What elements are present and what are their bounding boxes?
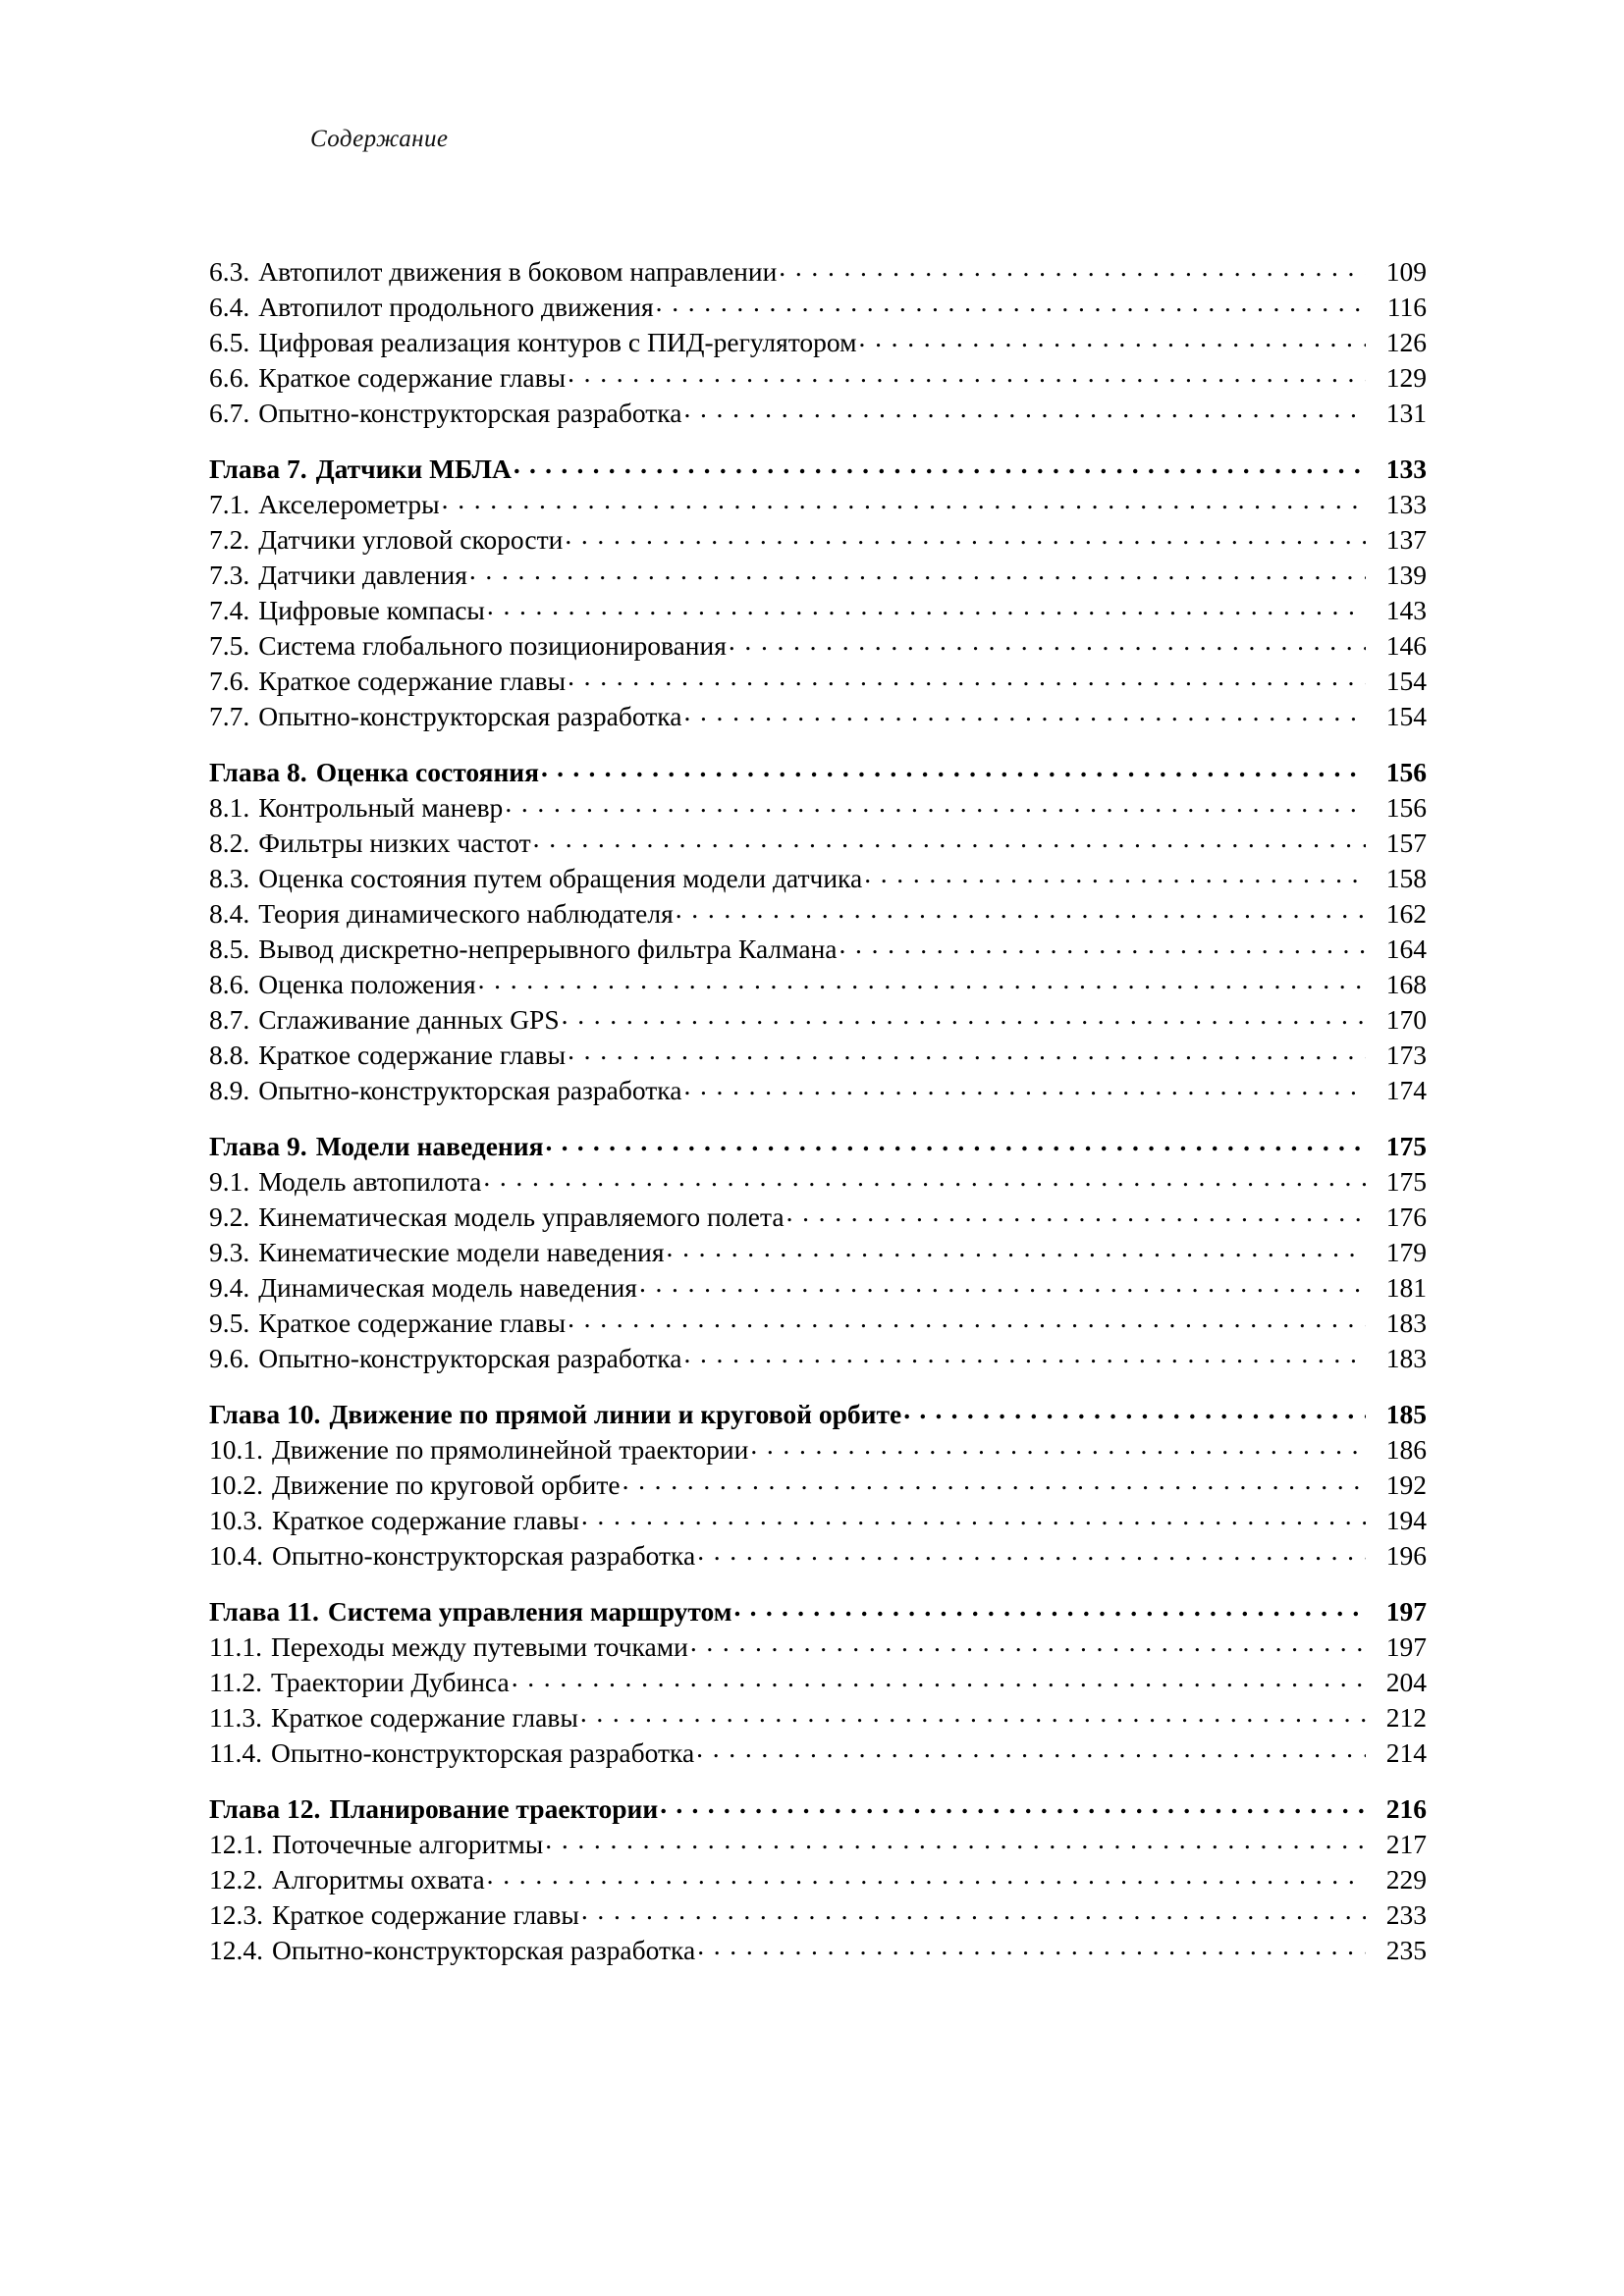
toc-entry-title: Теория динамического наблюдателя — [258, 897, 674, 929]
toc-section-entry[interactable] — [209, 789, 1427, 825]
toc-entry-page-number: 137 — [1385, 523, 1427, 555]
toc-entry-number: 7.4. — [209, 594, 250, 625]
toc-dot-leader — [779, 253, 1366, 281]
toc-entry-page-number: 216 — [1385, 1792, 1427, 1824]
toc-entry-title: Краткое содержание главы — [258, 1307, 567, 1338]
toc-dot-leader — [487, 1861, 1366, 1889]
toc-entry-number: 12.3. — [209, 1898, 263, 1930]
toc-entry-number: Глава 11. — [209, 1595, 319, 1627]
toc-entry-page-number: 179 — [1385, 1236, 1427, 1267]
toc-entry-page-number: 162 — [1385, 897, 1427, 929]
toc-entry-page-number: 175 — [1385, 1165, 1427, 1197]
toc-entry-number: 11.3. — [209, 1701, 262, 1733]
toc-entry-title: Оценка состояния — [315, 756, 540, 787]
toc-entry-page-number: 126 — [1385, 326, 1427, 357]
toc-dot-leader — [562, 1001, 1366, 1029]
toc-section-entry[interactable] — [209, 1735, 1427, 1770]
toc-entry-title: Движение по круговой орбите — [272, 1468, 621, 1500]
toc-entry-title: Опытно-конструкторская разработка — [272, 1934, 696, 1965]
toc-entry-page-number: 154 — [1385, 700, 1427, 731]
toc-section-entry[interactable] — [209, 1431, 1427, 1467]
toc-dot-leader — [683, 1340, 1366, 1367]
toc-section-entry[interactable] — [209, 1861, 1427, 1896]
toc-entry-number: 9.5. — [209, 1307, 250, 1338]
toc-dot-leader — [469, 557, 1366, 584]
toc-section-entry[interactable] — [209, 931, 1427, 966]
toc-section-entry[interactable] — [209, 1699, 1427, 1735]
toc-section-entry[interactable] — [209, 521, 1427, 557]
toc-entry-page-number: 133 — [1385, 453, 1427, 484]
toc-entry-title: Автопилот движения в боковом направлении — [258, 255, 778, 287]
toc-dot-leader — [729, 627, 1366, 655]
toc-entry-number: 7.1. — [209, 488, 250, 519]
toc-section-entry[interactable] — [209, 627, 1427, 663]
toc-dot-leader — [580, 1699, 1366, 1727]
toc-entry-page-number: 109 — [1385, 255, 1427, 287]
toc-entry-title: Алгоритмы охвата — [272, 1863, 485, 1895]
toc-entry-number: 8.4. — [209, 897, 250, 929]
toc-section-entry[interactable] — [209, 663, 1427, 698]
toc-entry-page-number: 235 — [1385, 1934, 1427, 1965]
toc-entry-title: Опытно-конструкторская разработка — [258, 1074, 682, 1105]
toc-section-entry[interactable] — [209, 1896, 1427, 1932]
toc-entry-number: 6.3. — [209, 255, 250, 287]
toc-dot-leader — [676, 895, 1366, 923]
toc-entry-number: 7.5. — [209, 629, 250, 661]
toc-entry-title: Автопилот продольного движения — [258, 291, 654, 322]
toc-chapter-entry[interactable] — [209, 1396, 1427, 1431]
toc-entry-page-number: 204 — [1385, 1666, 1427, 1697]
toc-entry-title: Кинематические модели наведения — [258, 1236, 665, 1267]
toc-section-entry[interactable] — [209, 1340, 1427, 1375]
toc-section-entry[interactable] — [209, 1467, 1427, 1502]
toc-entry-page-number: 173 — [1385, 1039, 1427, 1070]
toc-section-entry[interactable] — [209, 1001, 1427, 1037]
toc-dot-leader — [505, 789, 1366, 817]
toc-group — [209, 1593, 1427, 1770]
toc-dot-leader — [667, 1234, 1366, 1261]
toc-entry-number: 11.4. — [209, 1736, 262, 1768]
toc-section-entry[interactable] — [209, 860, 1427, 895]
toc-entry-page-number: 214 — [1385, 1736, 1427, 1768]
toc-entry-title: Краткое содержание главы — [258, 665, 567, 696]
toc-entry-page-number: 174 — [1385, 1074, 1427, 1105]
toc-entry-number: 11.1. — [209, 1630, 262, 1662]
toc-section-entry[interactable] — [209, 825, 1427, 860]
toc-entry-page-number: 192 — [1385, 1468, 1427, 1500]
toc-entry-title: Цифровая реализация контуров с ПИД-регулятором — [258, 326, 857, 357]
toc-section-entry[interactable] — [209, 324, 1427, 359]
toc-entry-page-number: 170 — [1385, 1003, 1427, 1035]
toc-entry-title: Модель автопилота — [258, 1165, 482, 1197]
toc-entry-number: 9.4. — [209, 1271, 250, 1303]
toc-dot-leader — [545, 1826, 1366, 1853]
toc-dot-leader — [639, 1269, 1366, 1297]
toc-dot-leader — [623, 1467, 1366, 1494]
toc-entry-title: Движение по прямой линии и круговой орбите — [329, 1398, 902, 1429]
toc-entry-page-number: 175 — [1385, 1130, 1427, 1161]
toc-entry-page-number: 229 — [1385, 1863, 1427, 1895]
toc-entry-number: 7.7. — [209, 700, 250, 731]
toc-entry-title: Опытно-конструкторская разработка — [258, 1342, 682, 1373]
toc-entry-number: 7.2. — [209, 523, 250, 555]
toc-entry-page-number: 156 — [1385, 791, 1427, 823]
toc-section-entry[interactable] — [209, 1269, 1427, 1305]
toc-entry-number: Глава 10. — [209, 1398, 321, 1429]
toc-entry-title: Опытно-конструкторская разработка — [272, 1539, 696, 1571]
toc-entry-number: 9.2. — [209, 1201, 250, 1232]
toc-entry-number: 8.2. — [209, 827, 250, 858]
toc-group — [209, 1128, 1427, 1375]
toc-section-entry[interactable] — [209, 1664, 1427, 1699]
toc-entry-title: Система управления маршрутом — [327, 1595, 732, 1627]
toc-dot-leader — [660, 1790, 1366, 1818]
toc-entry-page-number: 156 — [1385, 756, 1427, 787]
toc-entry-title: Краткое содержание главы — [258, 1039, 567, 1070]
toc-dot-leader — [487, 592, 1366, 619]
toc-entry-title: Фильтры низких частот — [258, 827, 531, 858]
toc-dot-leader — [565, 521, 1366, 549]
toc-dot-leader — [750, 1431, 1366, 1459]
toc-entry-number: 8.6. — [209, 968, 250, 999]
toc-section-entry[interactable] — [209, 592, 1427, 627]
toc-dot-leader — [683, 698, 1366, 725]
toc-entry-number: 12.1. — [209, 1828, 263, 1859]
toc-entry-page-number: 164 — [1385, 933, 1427, 964]
toc-entry-title: Система глобального позиционирования — [258, 629, 727, 661]
toc-entry-page-number: 168 — [1385, 968, 1427, 999]
toc-dot-leader — [568, 1037, 1366, 1064]
toc-entry-number: 8.1. — [209, 791, 250, 823]
toc-entry-title: Краткое содержание главы — [258, 361, 567, 393]
toc-dot-leader — [859, 324, 1366, 351]
toc-entry-page-number: 197 — [1385, 1595, 1427, 1627]
toc-entry-title: Краткое содержание главы — [270, 1701, 578, 1733]
toc-entry-number: 10.4. — [209, 1539, 263, 1571]
toc-section-entry[interactable] — [209, 698, 1427, 733]
toc-entry-number: 8.7. — [209, 1003, 250, 1035]
toc-chapter-entry[interactable] — [209, 451, 1427, 486]
toc-group — [209, 1396, 1427, 1573]
toc-group — [209, 451, 1427, 733]
toc-entry-number: 6.7. — [209, 397, 250, 428]
toc-section-entry[interactable] — [209, 1502, 1427, 1537]
toc-entry-title: Динамическая модель наведения — [258, 1271, 637, 1303]
toc-dot-leader — [514, 451, 1366, 478]
toc-entry-number: 8.5. — [209, 933, 250, 964]
toc-entry-page-number: 157 — [1385, 827, 1427, 858]
toc-section-entry[interactable] — [209, 1234, 1427, 1269]
toc-section-entry[interactable] — [209, 1537, 1427, 1573]
toc-chapter-entry[interactable] — [209, 754, 1427, 789]
toc-entry-title: Вывод дискретно-непрерывного фильтра Калмана — [258, 933, 838, 964]
toc-entry-title: Цифровые компасы — [258, 594, 485, 625]
toc-section-entry[interactable] — [209, 1932, 1427, 1967]
toc-entry-title: Модели наведения — [315, 1130, 544, 1161]
toc-entry-number: 7.6. — [209, 665, 250, 696]
toc-dot-leader — [581, 1896, 1366, 1924]
toc-dot-leader — [568, 663, 1366, 690]
toc-section-entry[interactable] — [209, 1163, 1427, 1199]
toc-entry-title: Сглаживание данных GPS — [258, 1003, 560, 1035]
toc-entry-title: Кинематическая модель управляемого полета — [258, 1201, 785, 1232]
toc-dot-leader — [533, 825, 1366, 852]
toc-entry-number: 8.9. — [209, 1074, 250, 1105]
toc-entry-title: Датчики давления — [258, 559, 467, 590]
toc-dot-leader — [483, 1163, 1366, 1191]
toc-dot-leader — [478, 966, 1366, 993]
toc-dot-leader — [568, 359, 1366, 387]
toc-section-entry[interactable] — [209, 895, 1427, 931]
toc-entry-title: Акселерометры — [258, 488, 440, 519]
toc-entry-number: Глава 12. — [209, 1792, 321, 1824]
toc-section-entry[interactable] — [209, 1199, 1427, 1234]
toc-entry-number: 6.6. — [209, 361, 250, 393]
toc-entry-number: 7.3. — [209, 559, 250, 590]
toc-dot-leader — [683, 395, 1366, 422]
toc-entry-page-number: 129 — [1385, 361, 1427, 393]
toc-section-entry[interactable] — [209, 1072, 1427, 1107]
toc-dot-leader — [697, 1932, 1366, 1959]
toc-section-entry[interactable] — [209, 1305, 1427, 1340]
toc-entry-title: Движение по прямолинейной траектории — [272, 1433, 749, 1465]
toc-entry-title: Оценка состояния путем обращения модели датчика — [258, 862, 863, 893]
toc-section-entry[interactable] — [209, 1037, 1427, 1072]
toc-entry-title: Краткое содержание главы — [272, 1504, 579, 1535]
toc-section-entry[interactable] — [209, 557, 1427, 592]
toc-entry-number: 9.6. — [209, 1342, 250, 1373]
toc-entry-page-number: 183 — [1385, 1342, 1427, 1373]
toc-dot-leader — [512, 1664, 1366, 1691]
toc-dot-leader — [839, 931, 1367, 958]
toc-entry-page-number: 233 — [1385, 1898, 1427, 1930]
toc-dot-leader — [697, 1537, 1366, 1565]
toc-entry-number: 10.3. — [209, 1504, 263, 1535]
toc-entry-page-number: 194 — [1385, 1504, 1427, 1535]
toc-entry-page-number: 217 — [1385, 1828, 1427, 1859]
toc-chapter-entry[interactable] — [209, 1128, 1427, 1163]
toc-dot-leader — [568, 1305, 1366, 1332]
toc-dot-leader — [903, 1396, 1366, 1423]
toc-section-entry[interactable] — [209, 966, 1427, 1001]
toc-entry-page-number: 183 — [1385, 1307, 1427, 1338]
toc-entry-number: 9.3. — [209, 1236, 250, 1267]
toc-entry-page-number: 154 — [1385, 665, 1427, 696]
toc-entry-page-number: 143 — [1385, 594, 1427, 625]
toc-entry-page-number: 196 — [1385, 1539, 1427, 1571]
toc-entry-title: Переходы между путевыми точками — [270, 1630, 688, 1662]
toc-section-entry[interactable] — [209, 1826, 1427, 1861]
toc-entry-title: Краткое содержание главы — [272, 1898, 579, 1930]
toc-entry-number: Глава 9. — [209, 1130, 307, 1161]
toc-chapter-entry[interactable] — [209, 1593, 1427, 1629]
toc-section-entry[interactable] — [209, 1629, 1427, 1664]
toc-entry-number: 8.3. — [209, 862, 250, 893]
toc-entry-page-number: 146 — [1385, 629, 1427, 661]
toc-entry-title: Датчики МБЛА — [315, 453, 512, 484]
toc-entry-page-number: 133 — [1385, 488, 1427, 519]
toc-entry-number: 12.2. — [209, 1863, 263, 1895]
toc-dot-leader — [545, 1128, 1366, 1155]
toc-group — [209, 1790, 1427, 1967]
toc-entry-title: Опытно-конструкторская разработка — [258, 700, 682, 731]
toc-entry-title: Датчики угловой скорости — [258, 523, 564, 555]
toc-dot-leader — [656, 289, 1366, 316]
toc-dot-leader — [442, 486, 1366, 513]
toc-entry-number: 8.8. — [209, 1039, 250, 1070]
toc-entry-number: 10.1. — [209, 1433, 263, 1465]
toc-section-entry[interactable] — [209, 359, 1427, 395]
toc-entry-number: Глава 7. — [209, 453, 307, 484]
toc-entry-title: Планирование траектории — [329, 1792, 659, 1824]
toc-entry-page-number: 158 — [1385, 862, 1427, 893]
toc-entry-number: 9.1. — [209, 1165, 250, 1197]
toc-entry-page-number: 197 — [1385, 1630, 1427, 1662]
running-head: Содержание — [310, 126, 449, 152]
toc-section-entry[interactable] — [209, 289, 1427, 324]
toc-entry-title: Поточечные алгоритмы — [272, 1828, 544, 1859]
toc-section-entry[interactable] — [209, 395, 1427, 430]
toc-entry-page-number: 185 — [1385, 1398, 1427, 1429]
table-of-contents — [209, 253, 1427, 1967]
toc-entry-title: Опытно-конструкторская разработка — [270, 1736, 695, 1768]
toc-dot-leader — [734, 1593, 1366, 1621]
toc-entry-number: 12.4. — [209, 1934, 263, 1965]
toc-section-entry[interactable] — [209, 253, 1427, 289]
toc-section-entry[interactable] — [209, 486, 1427, 521]
toc-entry-page-number: 212 — [1385, 1701, 1427, 1733]
toc-entry-number: 6.5. — [209, 326, 250, 357]
toc-group — [209, 754, 1427, 1107]
toc-entry-title: Опытно-конструкторская разработка — [258, 397, 682, 428]
toc-entry-page-number: 139 — [1385, 559, 1427, 590]
toc-entry-title: Оценка положения — [258, 968, 476, 999]
toc-entry-number: 10.2. — [209, 1468, 263, 1500]
toc-entry-number: Глава 8. — [209, 756, 307, 787]
toc-dot-leader — [541, 754, 1366, 781]
toc-dot-leader — [581, 1502, 1366, 1529]
toc-entry-page-number: 116 — [1386, 291, 1427, 322]
toc-entry-title: Контрольный маневр — [258, 791, 504, 823]
toc-entry-title: Траектории Дубинса — [270, 1666, 510, 1697]
toc-entry-number: 11.2. — [209, 1666, 262, 1697]
toc-dot-leader — [786, 1199, 1366, 1226]
toc-entry-number: 6.4. — [209, 291, 250, 322]
toc-dot-leader — [696, 1735, 1366, 1762]
toc-entry-page-number: 186 — [1385, 1433, 1427, 1465]
toc-group — [209, 253, 1427, 430]
toc-entry-page-number: 131 — [1385, 397, 1427, 428]
toc-dot-leader — [683, 1072, 1366, 1099]
toc-entry-page-number: 181 — [1385, 1271, 1427, 1303]
toc-chapter-entry[interactable] — [209, 1790, 1427, 1826]
toc-dot-leader — [690, 1629, 1366, 1656]
toc-entry-page-number: 176 — [1385, 1201, 1427, 1232]
toc-dot-leader — [864, 860, 1366, 887]
